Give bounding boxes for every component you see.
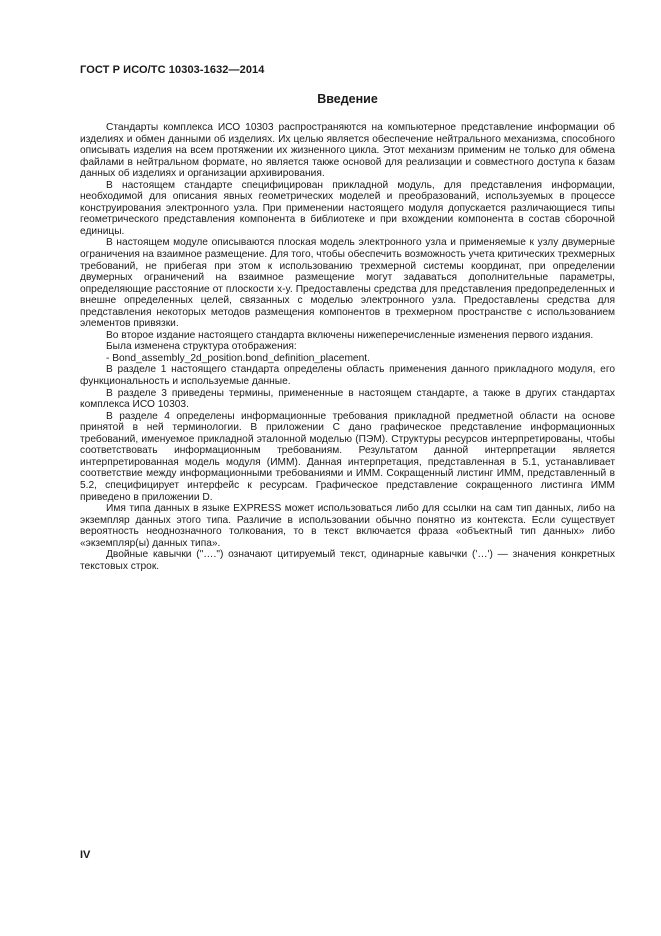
page-number: IV <box>80 849 91 861</box>
paragraph: - Bond_assembly_2d_position.bond_definition_placement. <box>106 352 370 364</box>
paragraph: В настоящем модуле описываются плоская модель электронного узла и применяемые к узлу двумерные ограничения на взаимное размещение. Для того, чтобы обеспечить возможность учета критических трехмерных требований, не прибегая при этом к использованию трехмерной системы координат, при определении двумерных ограничений на взаимное размещение могут задаваться дополнительные параметры, определяющие расстояние от плоскости x-y. Предоставлены средства для представления предопределенных и внешне определенных целей, связанных с моделью электронного узла. Предоставлены средства для представления некоторых методов размещения компонентов в трехмерном пространстве с использованием элементов привязки. <box>80 237 615 330</box>
body-text <box>80 122 615 572</box>
document-header: ГОСТ Р ИСО/ТС 10303-1632—2014 <box>80 64 265 76</box>
paragraph: В разделе 4 определены информационные требования прикладной предметной области на основе принятой в ней терминологии. В приложении С дано графическое представление информационных требований, именуемое прикладной эталонной моделью (ПЭМ). Структуры ресурсов интерпретированы, чтобы соответствовать информационным требованиям. Результатом данной интерпретации является интерпретированная модель модуля (ИММ). Данная интерпретация, представленная в 5.1, устанавливает соответствие между информационными требованиями и ИММ. Сокращенный листинг ИММ, представленный в 5.2, специфицирует интерфейс к ресурсам. Графическое представление сокращенного листинга ИММ приведено в приложении D. <box>80 410 615 503</box>
paragraph: Во второе издание настоящего стандарта включены нижеперечисленные изменения первого издания. <box>106 329 594 341</box>
paragraph: В настоящем стандарте специфицирован прикладной модуль, для представления информации, необходимой для описания явных геометрических моделей и преобразований, используемых в процессе конструирования электронного узла. При применении настоящего модуля допускается различающиеся типы геометрического представления компонента в библиотеке и при вхождении компонента в состав сборочной единицы. <box>80 179 615 237</box>
paragraph: В разделе 1 настоящего стандарта определены область применения данного прикладного модуля, его функциональность и используемые данные. <box>80 364 615 388</box>
paragraph: Имя типа данных в языке EXPRESS может использоваться либо для ссылки на сам тип данных, либо на экземпляр данных этого типа. Различие в использовании обычно понятно из контекста. Если существует вероятность неоднозначного толкования, то в текст включается фраза «объектный тип данных» либо «экземпляр(ы) данных типа». <box>80 503 615 549</box>
paragraph: В разделе 3 приведены термины, примененные в настоящем стандарте, а также в других стандартах комплекса ИСО 10303. <box>80 387 615 411</box>
section-title: Введение <box>317 92 378 106</box>
paragraph: Стандарты комплекса ИСО 10303 распространяются на компьютерное представление информации об изделиях и обмен данными об изделиях. Их целью является обеспечение нейтрального механизма, способного описывать изделия на всем протяжении их жизненного цикла. Этот механизм применим не только для обмена файлами в нейтральном формате, но является также основой для реализации и совместного доступа к базам данных об изделиях и организации архивирования. <box>80 122 615 180</box>
paragraph: Двойные кавычки ("….") означают цитируемый текст, одинарные кавычки ('…') — значения конкретных текстовых строк. <box>80 549 615 572</box>
paragraph: Была изменена структура отображения: <box>106 341 297 353</box>
